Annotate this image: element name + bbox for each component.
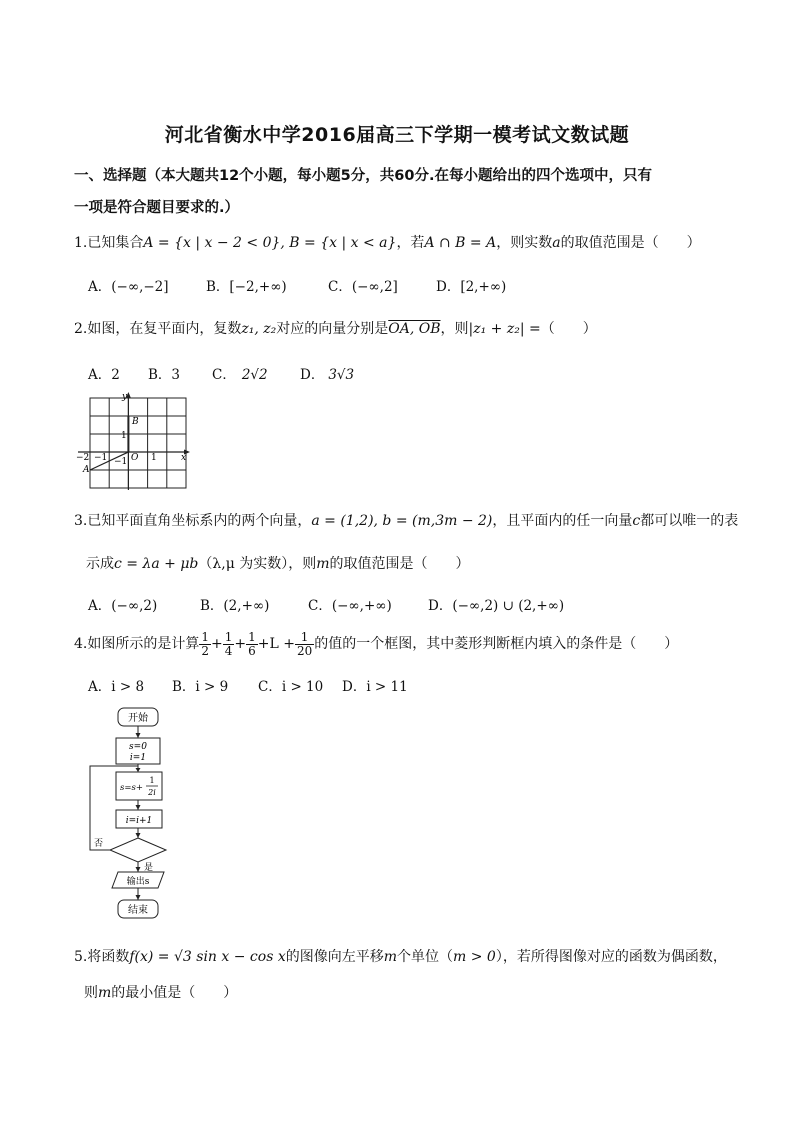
flow-end-text: 结束 [128,905,148,916]
q1-option-b: B．[−2,+∞) [206,279,287,295]
flow-update-numerator: 1 [149,776,155,785]
y-axis-label: y [122,392,128,402]
question-3-line1 [74,510,738,530]
q1-condition: A ∩ B = A [424,235,497,251]
q4-text-b: 的值的一个框图，其中菱形判断框内填入的条件是（ ） [314,636,679,652]
section-header-line1: 一、选择题（本大题共12个小题，每小题5分，共60分.在每小题给出的四个选项中，只有 [74,168,652,184]
arrowhead-icon [136,733,141,738]
arrowhead-icon [136,867,141,872]
q3-option-d: D．(−∞,2) ∪ (2,+∞) [428,598,565,614]
question-3-line2 [86,553,470,573]
q1-text-c: ，则实数 [496,235,553,251]
q3-combination: c = λa + μb [114,556,199,572]
q3-option-a: A．(−∞,2) [88,598,158,614]
q2-option-c-value: 2√2 [241,367,268,383]
point-b-label: B [132,417,139,427]
q4-f3-numerator: 1 [248,629,256,644]
flow-update-text: s=s+ [120,783,143,793]
tick-x-neg1: −1 [94,453,108,463]
x-axis-label: x [181,453,187,463]
arrowhead-icon [136,768,141,772]
flow-loop-back-line [90,766,138,850]
q2-vars: z₁, z₂ [241,321,277,337]
q2-text-c: ，则 [440,321,469,337]
q5-function: f(x) = √3 sin x − cos x [129,949,286,965]
q4-option-b: B．i > 9 [172,679,229,695]
q4-fraction-1 [199,631,211,658]
q2-text-a: 2.如图，在复平面内，复数 [74,321,242,337]
q5-line2-a: 则 [84,985,98,1001]
flow-yes-label: 是 [144,863,154,873]
arrowhead-icon [136,895,141,900]
q3-option-b: B．(2,+∞) [200,598,270,614]
q4-f1-denominator: 2 [201,643,209,658]
tick-x-1: 1 [151,453,157,463]
q3-line1-b: ，且平面内的任一向量 [492,513,633,529]
flowchart-figure [84,702,184,924]
flow-init1-text: s=0 [129,742,147,752]
q4-f2-numerator: 1 [224,629,233,644]
q1-set-a: A = {x | x − 2 < 0} [143,235,281,251]
flow-decision-diamond [110,838,166,862]
q4-text-a: 4.如图所示的是计算 [74,636,200,652]
q3-line2-b: （λ,μ 为实数），则 [198,556,317,572]
q1-text-b: ，若 [396,235,425,251]
point-a-label: A [83,465,90,475]
q4-option-a: A．i > 8 [88,679,145,695]
flow-init2-text: i=1 [129,753,147,763]
q3-line1-a: 3.已知平面直角坐标系内的两个向量， [74,513,312,529]
flow-no-label: 否 [94,839,104,849]
q2-option-a: A．2 [88,367,120,383]
q3-vector-c: c [632,513,641,529]
q5-text-d: ），若所得图像对应的函数为偶函数， [495,949,727,965]
q2-expression: |z₁ + z₂| = [468,321,541,337]
q4-f2-denominator: 4 [224,643,233,658]
q1-variable: a [552,235,561,251]
q2-option-c-label: C． [212,367,236,383]
q4-fraction-2 [223,631,235,658]
q5-condition: m > 0 [453,949,496,965]
q3-line2-a: 示成 [86,556,114,572]
complex-plane-figure [74,390,198,494]
tick-y-neg1: −1 [114,457,128,467]
q1-text-d: 的取值范围是（ ） [560,235,701,251]
flow-start-text: 开始 [128,713,148,724]
arrowhead-icon [136,833,141,838]
flow-update-denominator: 2i [148,788,156,797]
q3-line2-c: 的取值范围是（ ） [329,556,470,572]
q1-set-b: , B = {x | x < a} [280,235,397,251]
q2-option-c [212,363,268,383]
q2-option-d-value: 3√3 [328,367,355,383]
q5-text-c: 个单位（ [397,949,454,965]
origin-label: O [131,453,139,463]
question-5-line1 [74,946,727,966]
q2-option-d-label: D． [300,367,325,383]
paper-title: 河北省衡水中学2016届高三下学期一模考试文数试题 [164,124,630,146]
question-5-line2 [84,982,237,1002]
q1-option-d: D．[2,+∞) [436,279,507,295]
q4-option-d: D．i > 11 [342,679,408,695]
grid [90,398,186,488]
question-1 [74,232,701,252]
flow-increment-text: i=i+1 [125,816,153,826]
q4-f4-denominator: 20 [296,643,313,658]
q1-option-a: A．(−∞,−2] [88,279,169,295]
q5-text-b: 的图像向左平移 [285,949,384,965]
tick-y-1: 1 [121,431,127,441]
q5-line2-b: 的最小值是（ ） [111,985,238,1001]
q3-line1-d: 都可以唯一的表 [640,513,739,529]
tick-x-neg2: −2 [76,453,90,463]
q3-option-c: C．(−∞,+∞) [308,598,392,614]
q2-text-b: 对应的向量分别是 [276,321,389,337]
q5-variable: m [383,949,398,965]
q4-f4-numerator: 1 [295,631,314,645]
question-4: 4.如图所示的是计算 $\frac{1}{2}$ + $\frac{1}{4}$ + $\frac{1}{6}$ +L + $\frac{1}{20}$ 的值的一个框图，其中菱形判断框内填入的条件是（ ） [74,629,679,658]
q4-fraction-3 [246,631,258,658]
q5-text-a: 5.将函数 [74,949,130,965]
question-2 [74,318,597,338]
q4-f1-numerator: 1 [201,629,209,644]
q3-vectors: a = (1,2), b = (m,3m − 2) [311,513,493,529]
q4-f3-denominator: 6 [248,643,256,658]
flow-output-text: 输出s [126,877,150,887]
q4-ellipsis: +L + [257,636,295,652]
q1-option-c: C．(−∞,2] [328,279,398,295]
q5-line2-variable: m [98,985,112,1001]
q3-variable: m [316,556,330,572]
q1-text-a: 1.已知集合 [74,235,144,251]
q4-fraction-4 [295,631,314,658]
section-header-line2: 一项是符合题目要求的.） [74,200,240,216]
q2-vectors: OA, OB [388,321,441,337]
q4-option-c: C．i > 10 [258,679,324,695]
q2-option-d [300,363,354,383]
q2-text-d: （ ） [540,321,597,337]
arrowhead-icon [136,805,141,810]
q2-option-b: B．3 [148,367,181,383]
